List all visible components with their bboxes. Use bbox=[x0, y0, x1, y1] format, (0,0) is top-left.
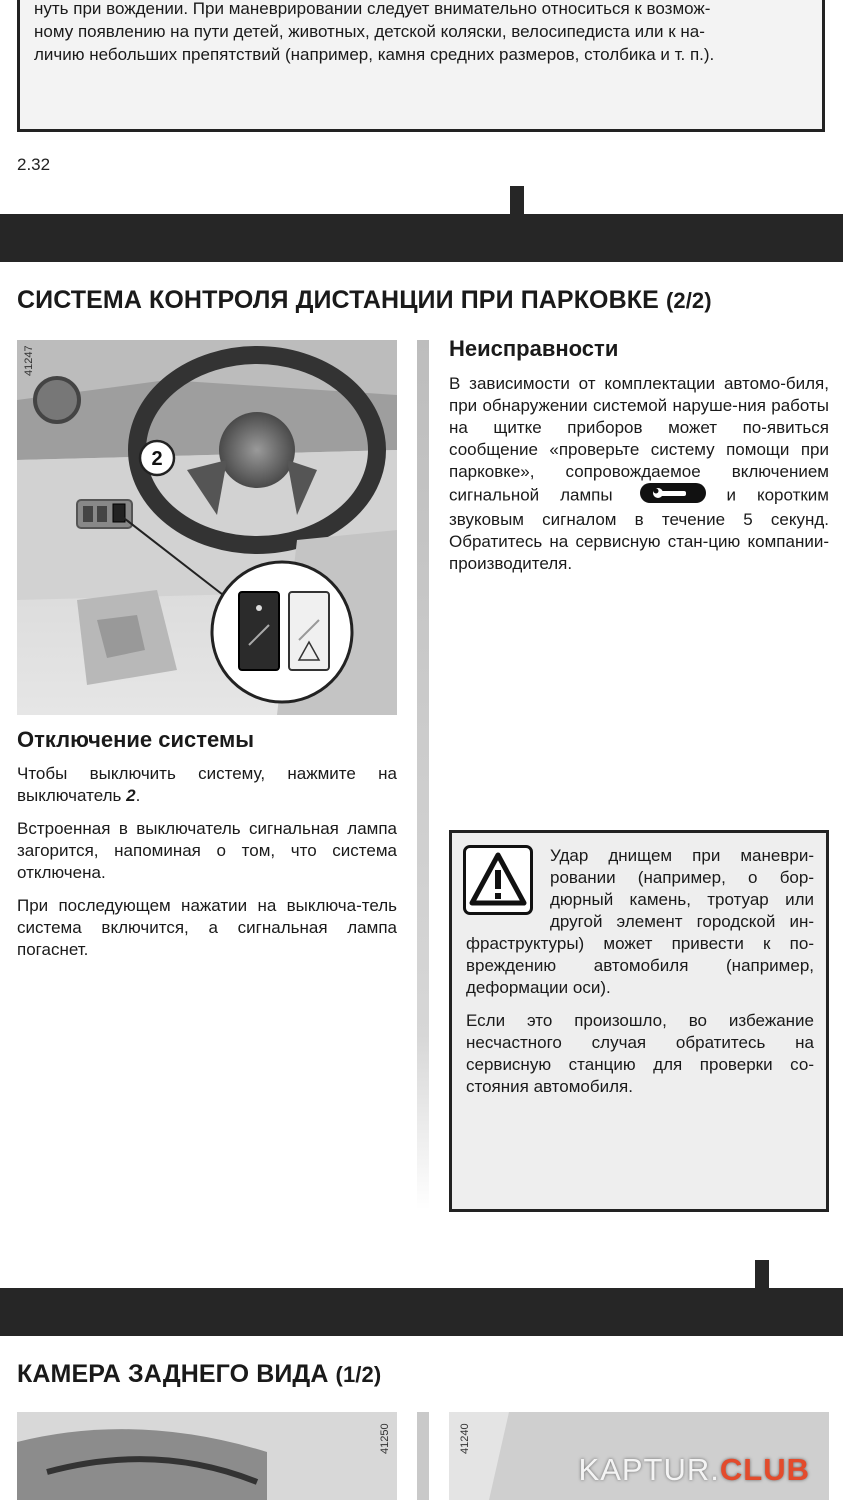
section-title bbox=[17, 286, 712, 315]
photo-reference-number: 41247 bbox=[23, 345, 35, 376]
disable-heading: Отключение системы bbox=[17, 727, 255, 752]
warning-box bbox=[449, 830, 829, 1212]
section-title-part: (2/2) bbox=[665, 288, 712, 313]
column-divider bbox=[417, 340, 429, 1210]
faults-text-part-2: и коротким звуковым сигналом в течение 5 секунд. Обратитесь на сервисную стан-цию компании-производителя. bbox=[449, 485, 829, 573]
faults-heading: Неисправности bbox=[449, 336, 619, 361]
faults-text bbox=[449, 373, 829, 575]
page-number: 2.32 bbox=[17, 155, 51, 174]
watermark-part-2: CLUB bbox=[719, 1452, 810, 1487]
warning-paragraph-1: Удар днищем при маневри-ровании (например, о бор-дюрный камень, тротуар или другой элемент городской ин-фраструктуры) может привести к по-вреждению автомобиля (например, деформации оси). bbox=[466, 846, 814, 997]
disable-paragraph-1: Чтобы выключить систему, нажмите на выключатель 2. bbox=[17, 764, 397, 805]
faults-text-part-1: В зависимости от комплектации автомо-биля, при обнаружении системой наруше-ния работы на щитке приборов может по-явиться сообщение «проверьте систему помощи при парковке», сопровождаемое включением сигнальной лампы bbox=[449, 374, 829, 505]
top-note-text bbox=[34, 0, 808, 66]
section-title-text: СИСТЕМА КОНТРОЛЯ ДИСТАНЦИИ ПРИ ПАРКОВКЕ bbox=[17, 286, 659, 314]
watermark-part-1: KAPTUR. bbox=[578, 1452, 720, 1487]
photo-callout-2: 2 bbox=[151, 448, 163, 470]
section-title-camera bbox=[17, 1360, 381, 1389]
dashboard-illustration bbox=[17, 340, 397, 715]
section-title-part: (1/2) bbox=[335, 1362, 382, 1387]
section-title-text: КАМЕРА ЗАДНЕГО ВИДА bbox=[17, 1360, 329, 1388]
warning-text bbox=[466, 845, 814, 1098]
switch-reference: 2 bbox=[126, 786, 136, 805]
dashboard-photo bbox=[17, 340, 397, 715]
disable-paragraph-3: При последующем нажатии на выключа-тель система включится, а сигнальная лампа погаснет. bbox=[17, 896, 397, 959]
camera-photo-left bbox=[17, 1412, 397, 1500]
top-note-box bbox=[17, 0, 825, 132]
disable-paragraph-2: Встроенная в выключатель сигнальная лампа загорится, напоминая о том, что система отключена. bbox=[17, 819, 397, 882]
top-note-line: нуть при вождении. При маневрировании следует внимательно относиться к возмож- bbox=[34, 0, 711, 18]
top-note-line: личию небольших препятствий (например, камня средних размеров, столбика и т. п.). bbox=[34, 45, 715, 64]
warning-paragraph-2: Если это произошло, во избежание несчастного случая обратитесь на сервисную станцию для проверки со-стояния автомобиля. bbox=[466, 1011, 814, 1096]
section-header-bar bbox=[0, 214, 843, 262]
photo-reference-number: 41250 bbox=[379, 1423, 391, 1454]
top-note-line: ному появлению на пути детей, животных, детской коляски, велосипедиста или к на- bbox=[34, 22, 705, 41]
column-divider bbox=[417, 1412, 429, 1500]
photo-reference-number: 41240 bbox=[459, 1423, 471, 1454]
section-tab-marker bbox=[755, 1260, 769, 1290]
faults-paragraph bbox=[449, 373, 829, 575]
section-tab-marker bbox=[510, 186, 524, 216]
section-header-bar bbox=[0, 1288, 843, 1336]
disable-text bbox=[17, 763, 397, 961]
wrench-icon bbox=[640, 483, 706, 509]
site-watermark bbox=[579, 1452, 810, 1488]
